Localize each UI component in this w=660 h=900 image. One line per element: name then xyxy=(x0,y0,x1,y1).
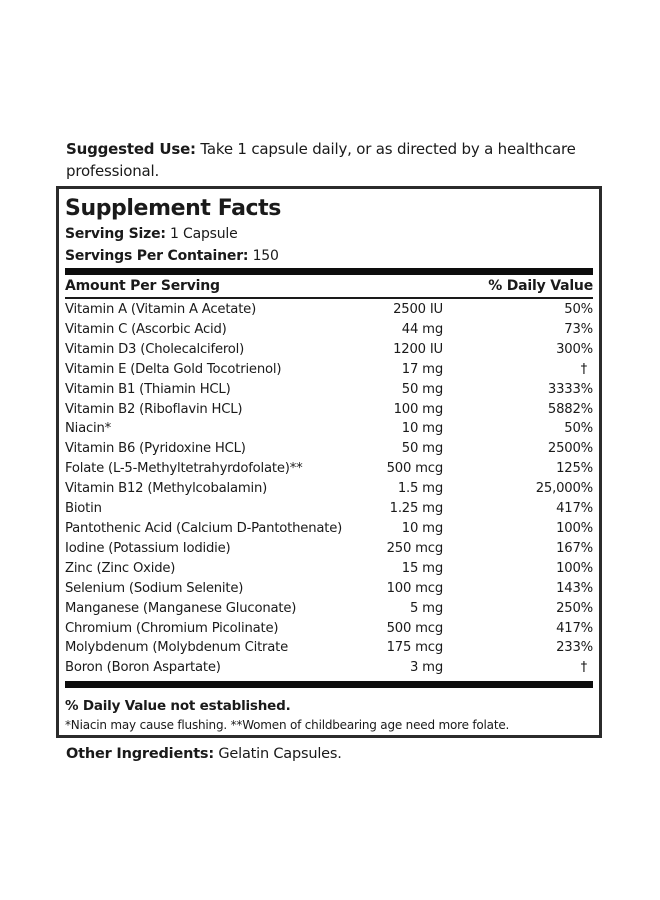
nutrient-amount: 15 mg xyxy=(401,560,443,576)
amount-per-serving-header: Amount Per Serving xyxy=(65,278,220,294)
nutrient-amount: 44 mg xyxy=(401,321,443,337)
nutrient-amount: 1.5 mg xyxy=(397,481,443,497)
divider-thin xyxy=(65,297,593,299)
nutrient-name: Iodine (Potassium Iodidie) xyxy=(65,540,231,556)
nutrient-row xyxy=(65,539,593,559)
nutrient-row xyxy=(65,360,593,380)
nutrient-daily-value: 100% xyxy=(556,520,593,536)
nutrient-amount: 10 mg xyxy=(401,520,443,536)
nutrient-row xyxy=(65,479,593,499)
serving-size xyxy=(65,223,593,245)
nutrient-amount: 1.25 mg xyxy=(389,501,443,517)
nutrient-row xyxy=(65,380,593,400)
nutrient-amount: 10 mg xyxy=(401,421,443,437)
servings-per-container-label: Servings Per Container: xyxy=(65,248,249,264)
nutrient-name: Vitamin B12 (Methylcobalamin) xyxy=(65,481,268,497)
nutrient-amount: 100 mcg xyxy=(386,580,443,596)
suggested-use xyxy=(66,138,606,182)
nutrient-name: Biotin xyxy=(65,501,102,517)
nutrient-daily-value: 2500% xyxy=(547,441,593,457)
nutrient-amount: 5 mg xyxy=(410,600,443,616)
servings-per-container-value: 150 xyxy=(248,248,279,264)
dv-not-established-note: % Daily Value not established. xyxy=(65,698,291,715)
nutrient-daily-value: 73% xyxy=(564,321,593,337)
nutrient-daily-value: 300% xyxy=(556,341,593,357)
serving-size-label: Serving Size: xyxy=(65,226,166,242)
nutrient-row xyxy=(65,320,593,340)
nutrient-list xyxy=(65,300,593,678)
footnote: *Niacin may cause flushing. **Women of childbearing age need more folate. xyxy=(65,718,510,733)
nutrient-amount: 500 mcg xyxy=(386,461,443,477)
nutrient-row xyxy=(65,579,593,599)
nutrient-amount: 1200 IU xyxy=(393,341,443,357)
divider-thick-bottom xyxy=(65,681,593,688)
nutrient-name: Vitamin A (Vitamin A Acetate) xyxy=(65,302,257,317)
nutrient-row xyxy=(65,300,593,320)
nutrient-daily-value: 250% xyxy=(556,600,593,616)
nutrient-amount: 175 mcg xyxy=(386,640,443,656)
facts-header-row xyxy=(65,275,593,297)
nutrient-amount: 2500 IU xyxy=(393,302,443,317)
nutrient-name: Selenium (Sodium Selenite) xyxy=(65,580,244,596)
nutrient-name: Vitamin D3 (Cholecalciferol) xyxy=(65,341,245,357)
nutrient-name: Folate (L-5-Methyltetrahyrdofolate)** xyxy=(65,461,303,477)
facts-title: Supplement Facts xyxy=(65,196,281,221)
other-ingredients-label: Other Ingredients: xyxy=(66,746,214,762)
nutrient-daily-value: 125% xyxy=(556,461,593,477)
nutrient-name: Vitamin C (Ascorbic Acid) xyxy=(65,321,227,337)
servings-per-container xyxy=(65,245,593,267)
nutrient-daily-value: 50% xyxy=(564,302,593,317)
nutrient-name: Vitamin E (Delta Gold Tocotrienol) xyxy=(65,361,282,377)
nutrient-amount: 100 mg xyxy=(393,401,443,417)
nutrient-daily-value: 167% xyxy=(556,540,593,556)
serving-size-value: 1 Capsule xyxy=(165,226,238,242)
nutrient-row xyxy=(65,419,593,439)
nutrient-row xyxy=(65,519,593,539)
daily-value-header: % Daily Value xyxy=(488,278,593,294)
nutrient-daily-value: 417% xyxy=(556,501,593,517)
suggested-use-label: Suggested Use: xyxy=(66,140,196,158)
nutrient-daily-value: 233% xyxy=(556,640,593,656)
nutrient-name: Zinc (Zinc Oxide) xyxy=(65,560,176,576)
other-ingredients xyxy=(66,743,342,765)
nutrient-daily-value: 25,000% xyxy=(535,481,593,497)
nutrient-daily-value: † xyxy=(580,361,587,377)
divider-thick xyxy=(65,268,593,275)
nutrient-name: Molybdenum (Molybdenum Citrate xyxy=(65,640,289,656)
nutrient-daily-value: 3333% xyxy=(547,381,593,397)
nutrient-amount: 250 mcg xyxy=(386,540,443,556)
nutrient-daily-value: 100% xyxy=(556,560,593,576)
nutrient-row xyxy=(65,340,593,360)
nutrient-amount: 17 mg xyxy=(401,361,443,377)
nutrient-row xyxy=(65,400,593,420)
nutrient-row xyxy=(65,658,593,678)
nutrient-row xyxy=(65,439,593,459)
nutrient-daily-value: 143% xyxy=(556,580,593,596)
nutrient-row xyxy=(65,638,593,658)
nutrient-amount: 3 mg xyxy=(410,660,443,676)
nutrient-name: Chromium (Chromium Picolinate) xyxy=(65,620,279,636)
nutrient-name: Niacin* xyxy=(65,421,112,437)
supplement-facts-panel xyxy=(56,186,602,738)
nutrient-amount: 500 mcg xyxy=(386,620,443,636)
nutrient-daily-value: 417% xyxy=(556,620,593,636)
nutrient-row xyxy=(65,599,593,619)
nutrient-name: Pantothenic Acid (Calcium D-Pantothenate) xyxy=(65,520,343,536)
suggested-use-text: Take 1 capsule daily, or as directed by a healthcare professional. xyxy=(66,140,576,180)
nutrient-name: Boron (Boron Aspartate) xyxy=(65,660,221,676)
nutrient-amount: 50 mg xyxy=(401,441,443,457)
nutrient-row xyxy=(65,499,593,519)
nutrient-row xyxy=(65,459,593,479)
nutrient-name: Vitamin B6 (Pyridoxine HCL) xyxy=(65,441,246,457)
other-ingredients-value: Gelatin Capsules. xyxy=(213,746,342,762)
nutrient-row xyxy=(65,619,593,639)
nutrient-name: Manganese (Manganese Gluconate) xyxy=(65,600,297,616)
nutrient-amount: 50 mg xyxy=(401,381,443,397)
nutrient-daily-value: 50% xyxy=(564,421,593,437)
nutrient-row xyxy=(65,559,593,579)
nutrient-name: Vitamin B1 (Thiamin HCL) xyxy=(65,381,231,397)
nutrient-name: Vitamin B2 (Riboflavin HCL) xyxy=(65,401,243,417)
nutrient-daily-value: † xyxy=(580,660,587,676)
nutrient-daily-value: 5882% xyxy=(547,401,593,417)
